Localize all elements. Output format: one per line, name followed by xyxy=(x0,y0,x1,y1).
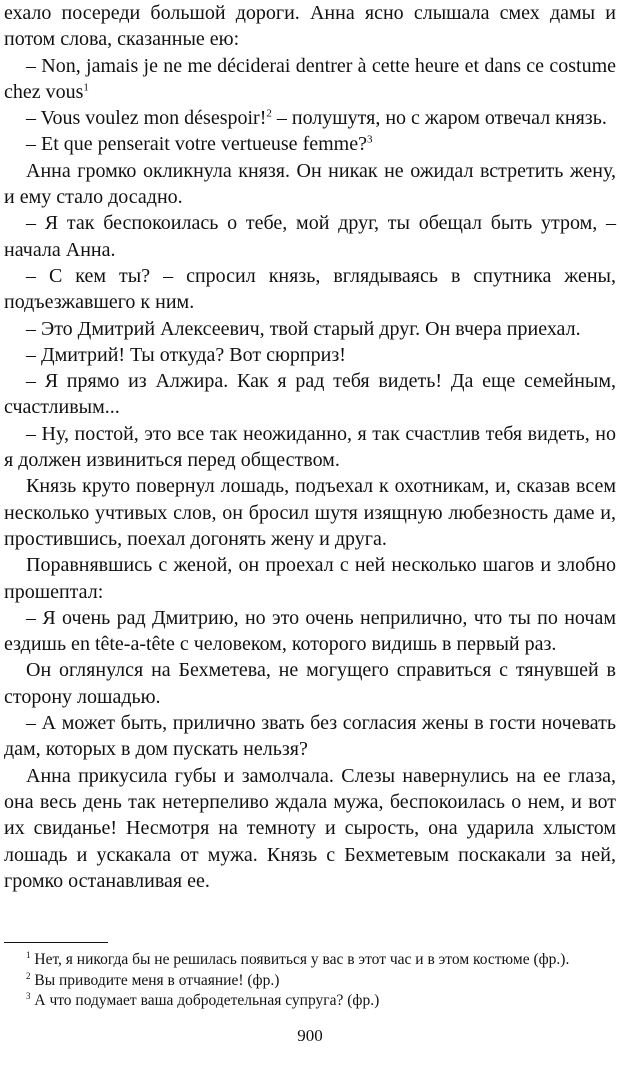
paragraph-text-after: – полушутя, но с жаром отвечал князь. xyxy=(271,107,607,130)
footnote-ref: 1 xyxy=(83,81,89,94)
footnote xyxy=(4,971,616,992)
main-text xyxy=(4,0,616,894)
paragraph-text: Он оглянулся на Бехметева, не могущего справиться с тянувшей в сторону лошадью. xyxy=(4,659,616,708)
footnote-text: А что подумает ваша добродетельная супруга? (фр.) xyxy=(30,992,380,1009)
paragraph xyxy=(4,421,616,474)
paragraph xyxy=(4,342,616,368)
paragraph-text: Анна прикусила губы и замолчала. Слезы навернулись на ее глаза, она весь день так нетерпеливо ждала мужа, беспокоилась о нем, и вот их свиданье! Несмотря на темноту и сырость, она ударила хлыстом лошадь и ускакала от мужа. Князь с Бехметевым поскакали за ней, громко останавливая ее. xyxy=(4,764,616,892)
footnote-number: 2 xyxy=(26,970,31,981)
paragraph-text: – Дмитрий! Ты откуда? Вот сюрприз! xyxy=(26,343,346,366)
paragraph-text: – Non, jamais je ne me déciderai dentrer à cette heure et dans ce costume chez vous xyxy=(4,54,616,103)
paragraph xyxy=(4,763,616,894)
paragraph xyxy=(4,105,616,131)
footnote-divider xyxy=(4,942,108,943)
paragraph-text: ехало посереди большой дороги. Анна ясно слышала смех дамы и потом слова, сказанные ею: xyxy=(4,2,616,51)
paragraph-text: – Я очень рад Дмитрию, но это очень неприлично, что ты по ночам ездишь en tête-a-tête с человеком, которого видишь в первый раз. xyxy=(4,606,616,656)
paragraph xyxy=(4,368,616,421)
footnote-ref: 2 xyxy=(266,107,272,120)
footnote xyxy=(4,991,616,1012)
paragraph-text: – А может быть, прилично звать без согласия жены в гости ночевать дам, которых в дом пускать нельзя? xyxy=(4,712,616,761)
paragraph xyxy=(4,316,616,342)
paragraph-text: – Я прямо из Алжира. Как я рад тебя видеть! Да еще семейным, счастливым... xyxy=(4,370,616,419)
footnote-ref: 3 xyxy=(366,133,373,146)
paragraph-text: Князь круто повернул лошадь, подъехал к охотникам, и, сказав всем несколько учтивых слов, он бросил шутя изящную любезность даме и, простившись, поехал догонять жену и друга. xyxy=(4,475,616,550)
paragraph-text: – Et que penserait votre vertueuse femme? xyxy=(26,133,367,156)
paragraph xyxy=(4,605,616,658)
paragraph xyxy=(4,158,616,211)
paragraph-text: Анна громко окликнула князя. Он никак не ожидал встретить жену, и ему стало досадно. xyxy=(4,159,616,209)
paragraph xyxy=(4,53,616,106)
paragraph xyxy=(4,131,616,157)
paragraph-text: – Я так беспокоилась о тебе, мой друг, ты обещал быть утром, – начала Анна. xyxy=(4,212,616,261)
paragraph xyxy=(4,210,616,263)
paragraph xyxy=(4,473,616,552)
paragraph xyxy=(4,552,616,605)
paragraph-text: – Ну, постой, это все так неожиданно, я так счастлив тебя видеть, но я должен извиниться перед обществом. xyxy=(4,422,616,472)
footnote-number: 3 xyxy=(26,990,31,1001)
paragraph xyxy=(4,710,616,763)
page-number: 900 xyxy=(297,1026,323,1045)
paragraph-text: – Vous voulez mon désespoir! xyxy=(26,107,267,130)
footnote-text: Вы приводите меня в отчаяние! (фр.) xyxy=(30,971,280,989)
paragraph-text: Поравнявшись с женой, он проехал с ней несколько шагов и злобно прошептал: xyxy=(4,554,616,603)
footnotes xyxy=(4,950,616,1012)
paragraph xyxy=(4,0,616,53)
paragraph-text: – С кем ты? – спросил князь, вглядываясь в спутника жены, подъезжавшего к ним. xyxy=(4,264,616,314)
paragraph xyxy=(4,263,616,316)
paragraph-text: – Это Дмитрий Алексеевич, твой старый друг. Он вчера приехал. xyxy=(26,317,581,340)
footnote-text: Нет, я никогда бы не решилась появиться у вас в этот час и в этом костюме (фр.). xyxy=(30,951,570,968)
paragraph xyxy=(4,657,616,710)
footnote xyxy=(4,950,616,971)
footnote-number: 1 xyxy=(26,949,31,960)
